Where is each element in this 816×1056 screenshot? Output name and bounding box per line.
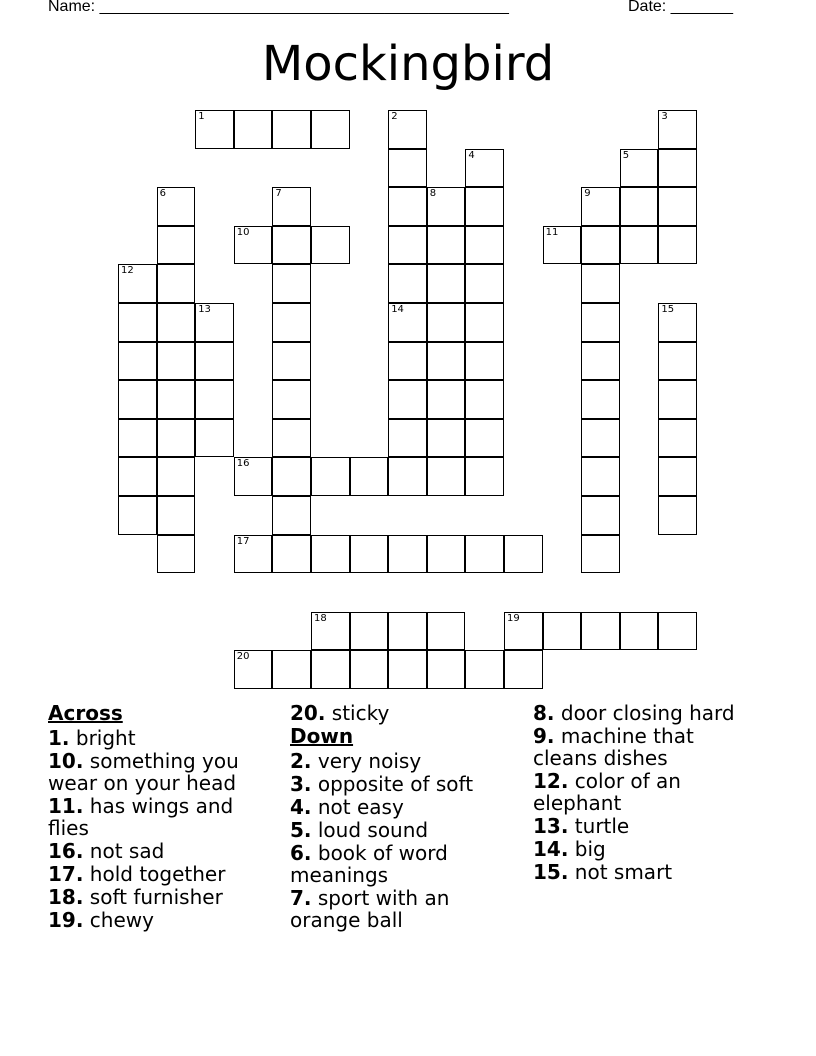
- grid-cell-r9-c9[interactable]: [465, 457, 504, 496]
- grid-cell-r14-c10[interactable]: [504, 650, 543, 689]
- grid-cell-r14-c3[interactable]: [234, 650, 273, 689]
- down-clue-7: [290, 887, 525, 931]
- clue-number: 8.: [533, 701, 555, 725]
- grid-cell-r8-c14[interactable]: [658, 419, 697, 458]
- clue-text: big: [574, 837, 606, 861]
- grid-cell-r9-c4[interactable]: [272, 457, 311, 496]
- grid-cell-r3-c9[interactable]: [465, 226, 504, 265]
- clue-text: not sad: [89, 839, 165, 863]
- down-clue-13: [533, 815, 763, 837]
- clue-text: very noisy: [317, 749, 422, 773]
- grid-cell-r10-c12[interactable]: [581, 496, 620, 535]
- cell-number: 19: [507, 612, 520, 624]
- cell-number: 8: [429, 188, 437, 200]
- cell-number: 13: [198, 304, 211, 315]
- clue-text: bright: [75, 726, 136, 750]
- grid-cell-r13-c10[interactable]: [504, 612, 543, 651]
- grid-cell-r1-c7[interactable]: [388, 149, 427, 188]
- grid-cell-r11-c3[interactable]: [234, 535, 273, 574]
- grid-cell-r11-c10[interactable]: [504, 535, 543, 574]
- grid-cell-r5-c1[interactable]: [157, 303, 196, 342]
- grid-cell-r14-c8[interactable]: [427, 650, 466, 689]
- grid-cell-r7-c9[interactable]: [465, 380, 504, 419]
- across-clue-16: [48, 840, 278, 862]
- clue-text: not easy: [317, 795, 404, 819]
- grid-cell-r9-c5[interactable]: [311, 457, 350, 496]
- grid-cell-r3-c13[interactable]: [620, 226, 659, 265]
- grid-cell-r11-c1[interactable]: [157, 535, 196, 574]
- cell-number: 15: [661, 304, 675, 315]
- grid-cell-r8-c1[interactable]: [157, 419, 196, 458]
- grid-cell-r7-c7[interactable]: [388, 380, 427, 419]
- grid-cell-r10-c4[interactable]: [272, 496, 311, 535]
- down-clue-8: [533, 702, 763, 724]
- clue-text: has wings and flies: [48, 794, 234, 840]
- grid-cell-r3-c14[interactable]: [658, 226, 697, 265]
- grid-cell-r11-c6[interactable]: [350, 535, 389, 574]
- cell-number: 20: [236, 651, 250, 663]
- across-clue-1: [48, 727, 278, 749]
- grid-cell-r9-c1[interactable]: [157, 457, 196, 496]
- down-clue-4: [290, 796, 525, 818]
- grid-cell-r4-c7[interactable]: [388, 264, 427, 303]
- grid-cell-r0-c3[interactable]: [234, 110, 273, 149]
- grid-cell-r4-c9[interactable]: [465, 264, 504, 303]
- grid-cell-r6-c12[interactable]: [581, 342, 620, 381]
- cell-number: 12: [121, 265, 134, 277]
- grid-cell-r0-c4[interactable]: [272, 110, 311, 149]
- grid-cell-r7-c14[interactable]: [658, 380, 697, 419]
- clue-number: 11.: [48, 794, 84, 818]
- clue-text: not smart: [574, 860, 673, 884]
- grid-cell-r8-c9[interactable]: [465, 419, 504, 458]
- grid-cell-r11-c12[interactable]: [581, 535, 620, 574]
- clue-number: 2.: [290, 749, 312, 773]
- grid-cell-r7-c1[interactable]: [157, 380, 196, 419]
- clue-text: sticky: [331, 701, 390, 725]
- grid-cell-r14-c5[interactable]: [311, 650, 350, 689]
- grid-cell-r5-c14[interactable]: [658, 303, 697, 342]
- grid-cell-r8-c7[interactable]: [388, 419, 427, 458]
- clue-number: 1.: [48, 726, 70, 750]
- grid-cell-r3-c8[interactable]: [427, 226, 466, 265]
- grid-cell-r10-c0[interactable]: [118, 496, 157, 535]
- down-clue-14: [533, 838, 763, 860]
- across-clue-11: [48, 795, 278, 839]
- grid-cell-r5-c0[interactable]: [118, 303, 157, 342]
- grid-cell-r8-c12[interactable]: [581, 419, 620, 458]
- grid-cell-r13-c13[interactable]: [620, 612, 659, 651]
- grid-cell-r3-c11[interactable]: [543, 226, 582, 265]
- grid-cell-r11-c8[interactable]: [427, 535, 466, 574]
- grid-cell-r9-c6[interactable]: [350, 457, 389, 496]
- grid-cell-r0-c5[interactable]: [311, 110, 350, 149]
- grid-cell-r6-c0[interactable]: [118, 342, 157, 381]
- grid-cell-r5-c9[interactable]: [465, 303, 504, 342]
- grid-cell-r9-c14[interactable]: [658, 457, 697, 496]
- clue-number: 4.: [290, 795, 312, 819]
- grid-cell-r3-c4[interactable]: [272, 226, 311, 265]
- clue-number: 12.: [533, 769, 569, 793]
- grid-cell-r1-c9[interactable]: [465, 149, 504, 188]
- date-field[interactable]: Date: _______: [628, 0, 733, 15]
- grid-cell-r13-c8[interactable]: [427, 612, 466, 651]
- name-field[interactable]: Name: ______________________________________________: [48, 0, 509, 15]
- down-clue-2: [290, 750, 525, 772]
- clue-text: soft furnisher: [89, 885, 223, 909]
- clue-text: something you wear on your head: [48, 749, 239, 795]
- grid-cell-r3-c12[interactable]: [581, 226, 620, 265]
- grid-cell-r4-c1[interactable]: [157, 264, 196, 303]
- cell-number: 1: [198, 111, 205, 122]
- cell-number: 4: [468, 149, 475, 161]
- grid-cell-r11-c7[interactable]: [388, 535, 427, 574]
- clue-number: 6.: [290, 841, 312, 865]
- grid-cell-r3-c1[interactable]: [157, 226, 196, 265]
- clue-text: chewy: [89, 908, 154, 932]
- clue-text: sport with an orange ball: [290, 886, 450, 932]
- grid-cell-r11-c4[interactable]: [272, 535, 311, 574]
- grid-cell-r2-c8[interactable]: [427, 187, 466, 226]
- grid-cell-r4-c4[interactable]: [272, 264, 311, 303]
- clue-text: machine that cleans dishes: [533, 724, 694, 770]
- clue-text: color of an elephant: [533, 769, 681, 815]
- grid-cell-r2-c13[interactable]: [620, 187, 659, 226]
- across-clue-10: [48, 750, 278, 794]
- across-clue-19: [48, 909, 278, 931]
- down-clue-15: [533, 861, 763, 883]
- grid-cell-r10-c14[interactable]: [658, 496, 697, 535]
- clue-number: 14.: [533, 837, 569, 861]
- grid-cell-r7-c2[interactable]: [195, 380, 234, 419]
- grid-cell-r2-c7[interactable]: [388, 187, 427, 226]
- grid-cell-r13-c14[interactable]: [658, 612, 697, 651]
- down-clue-5: [290, 819, 525, 841]
- grid-cell-r7-c12[interactable]: [581, 380, 620, 419]
- grid-cell-r5-c12[interactable]: [581, 303, 620, 342]
- across-clue-18: [48, 886, 278, 908]
- clue-column-2: [290, 702, 525, 932]
- grid-cell-r13-c12[interactable]: [581, 612, 620, 651]
- down-clue-3: [290, 773, 525, 795]
- grid-cell-r2-c4[interactable]: [272, 187, 311, 226]
- grid-cell-r6-c7[interactable]: [388, 342, 427, 381]
- grid-cell-r2-c12[interactable]: [581, 187, 620, 226]
- clue-number: 17.: [48, 862, 84, 886]
- grid-cell-r8-c8[interactable]: [427, 419, 466, 458]
- grid-cell-r14-c9[interactable]: [465, 650, 504, 689]
- grid-cell-r6-c9[interactable]: [465, 342, 504, 381]
- clue-text: door closing hard: [560, 701, 735, 725]
- grid-cell-r9-c7[interactable]: [388, 457, 427, 496]
- grid-cell-r5-c8[interactable]: [427, 303, 466, 342]
- grid-cell-r7-c4[interactable]: [272, 380, 311, 419]
- grid-cell-r4-c8[interactable]: [427, 264, 466, 303]
- grid-cell-r5-c2[interactable]: [195, 303, 234, 342]
- grid-cell-r6-c14[interactable]: [658, 342, 697, 381]
- grid-cell-r1-c13[interactable]: [620, 149, 659, 188]
- cell-number: 10: [236, 226, 250, 238]
- clue-column-3: [533, 702, 763, 884]
- grid-cell-r9-c3[interactable]: [234, 457, 273, 496]
- grid-cell-r13-c7[interactable]: [388, 612, 427, 651]
- down-clue-12: [533, 770, 763, 814]
- grid-cell-r6-c8[interactable]: [427, 342, 466, 381]
- clue-number: 16.: [48, 839, 84, 863]
- grid-cell-r3-c3[interactable]: [234, 226, 273, 265]
- cell-number: 9: [584, 188, 591, 200]
- grid-cell-r13-c6[interactable]: [350, 612, 389, 651]
- cell-number: 7: [275, 188, 282, 200]
- grid-cell-r1-c14[interactable]: [658, 149, 697, 188]
- across-clue-17: [48, 863, 278, 885]
- grid-cell-r11-c9[interactable]: [465, 535, 504, 574]
- cell-number: 5: [622, 149, 630, 161]
- grid-cell-r3-c5[interactable]: [311, 226, 350, 265]
- clue-column-1: [48, 702, 278, 932]
- grid-cell-r0-c7[interactable]: [388, 110, 427, 149]
- cell-number: 16: [236, 458, 250, 470]
- down-heading: Down: [290, 724, 354, 748]
- clue-number: 13.: [533, 814, 569, 838]
- clue-number: 10.: [48, 749, 84, 773]
- grid-cell-r6-c2[interactable]: [195, 342, 234, 381]
- clue-text: hold together: [89, 862, 226, 886]
- grid-cell-r4-c12[interactable]: [581, 264, 620, 303]
- clue-number: 19.: [48, 908, 84, 932]
- clue-number: 20.: [290, 701, 326, 725]
- clue-text: opposite of soft: [317, 772, 474, 796]
- grid-cell-r9-c12[interactable]: [581, 457, 620, 496]
- grid-cell-r14-c6[interactable]: [350, 650, 389, 689]
- cell-number: 3: [661, 111, 668, 122]
- grid-cell-r4-c0[interactable]: [118, 264, 157, 303]
- grid-cell-r0-c14[interactable]: [658, 110, 697, 149]
- cell-number: 11: [545, 226, 559, 238]
- grid-cell-r13-c11[interactable]: [543, 612, 582, 651]
- clue-text: loud sound: [317, 818, 429, 842]
- clue-number: 3.: [290, 772, 312, 796]
- clue-number: 7.: [290, 886, 312, 910]
- grid-cell-r14-c7[interactable]: [388, 650, 427, 689]
- clue-text: book of word meanings: [290, 841, 448, 887]
- down-clue-6: [290, 842, 525, 886]
- cell-number: 17: [236, 535, 250, 547]
- cell-number: 2: [391, 111, 398, 122]
- clue-number: 9.: [533, 724, 555, 748]
- cell-number: 14: [391, 304, 404, 315]
- grid-cell-r5-c7[interactable]: [388, 303, 427, 342]
- clue-number: 15.: [533, 860, 569, 884]
- grid-cell-r9-c8[interactable]: [427, 457, 466, 496]
- across-heading: Across: [48, 701, 123, 725]
- clue-number: 18.: [48, 885, 84, 909]
- grid-cell-r8-c0[interactable]: [118, 419, 157, 458]
- clue-text: turtle: [574, 814, 630, 838]
- cell-number: 18: [314, 612, 327, 624]
- grid-cell-r10-c1[interactable]: [157, 496, 196, 535]
- grid-cell-r2-c9[interactable]: [465, 187, 504, 226]
- down-clue-9: [533, 725, 763, 769]
- grid-cell-r3-c7[interactable]: [388, 226, 427, 265]
- grid-cell-r11-c5[interactable]: [311, 535, 350, 574]
- grid-cell-r9-c0[interactable]: [118, 457, 157, 496]
- grid-cell-r14-c4[interactable]: [272, 650, 311, 689]
- grid-cell-r7-c8[interactable]: [427, 380, 466, 419]
- across-clue-20: [290, 702, 525, 724]
- grid-cell-r5-c4[interactable]: [272, 303, 311, 342]
- clue-number: 5.: [290, 818, 312, 842]
- grid-cell-r6-c1[interactable]: [157, 342, 196, 381]
- grid-cell-r8-c2[interactable]: [195, 419, 234, 458]
- cell-number: 6: [159, 188, 166, 200]
- page-title: Mockingbird: [261, 36, 555, 92]
- grid-cell-r8-c4[interactable]: [272, 419, 311, 458]
- grid-cell-r6-c4[interactable]: [272, 342, 311, 381]
- grid-cell-r7-c0[interactable]: [118, 380, 157, 419]
- grid-cell-r2-c14[interactable]: [658, 187, 697, 226]
- grid-cell-r13-c5[interactable]: [311, 612, 350, 651]
- grid-cell-r2-c1[interactable]: [157, 187, 196, 226]
- grid-cell-r0-c2[interactable]: [195, 110, 234, 149]
